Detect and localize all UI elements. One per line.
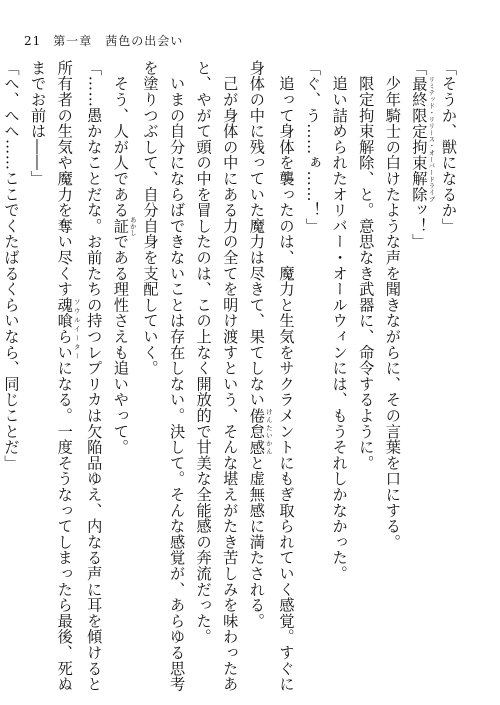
ruby-base: 証 (111, 216, 130, 236)
text-segment: と虚無感に満たされる。 (247, 455, 266, 629)
text-line (299, 60, 326, 680)
text-segment: 己が身体の中にある力の全てを明け渡すという、そんな堪えがたき苦しみを味わったあ (221, 60, 240, 692)
ruby-reading: リミテッド・リリース・オーバードライブ (427, 75, 436, 203)
text-line (273, 60, 300, 692)
ruby-annotated-word (247, 407, 273, 456)
text-line (435, 60, 462, 680)
ruby-base: 最終限定拘束解除 (410, 75, 429, 203)
ruby-base: 魂喰らい (55, 297, 74, 361)
ruby-annotated-word (111, 216, 137, 236)
text-segment: 限定拘束解除、と。意思なき武器に、命令するように。 (357, 60, 376, 471)
text-segment: と、やがて頭の中を冒したのは、この上なく開放的で甘美な全能感の奔流だった。 (194, 60, 213, 645)
text-line (163, 60, 190, 692)
text-segment: 「 (410, 60, 429, 76)
text-line (379, 60, 406, 680)
text-segment: までお前は――」 (29, 60, 48, 187)
body-text-column (0, 60, 462, 693)
text-line (25, 60, 52, 680)
text-segment: ッ！」 (410, 202, 429, 250)
text-line (243, 60, 273, 680)
text-line (0, 60, 25, 680)
text-line (406, 60, 436, 680)
text-segment: いまの自分にならばできないことは存在しない。決して。そんな感覚が、あらゆる思考 (168, 60, 187, 692)
ruby-reading: あかし (128, 216, 137, 236)
text-line (190, 60, 217, 680)
ruby-base: 倦怠感 (247, 407, 266, 456)
text-line (81, 60, 108, 692)
ruby-reading: ソウルイーター (72, 297, 81, 361)
text-segment: 「ぐ、う……ぁ……！」 (304, 60, 323, 234)
page-number: 21 (24, 34, 42, 48)
text-segment: 「そうか、獣になるか」 (440, 60, 458, 234)
text-line (326, 60, 353, 680)
ruby-annotated-word (410, 75, 436, 203)
text-segment: 「……愚かなことだな。お前たちの持つレプリカは欠陥品ゆえ、内なる声に耳を傾けると (85, 60, 104, 692)
text-segment: 追って身体を襲ったのは、魔力と生気をサクラメントにもぎ取られていく感覚。すぐに (277, 60, 296, 692)
text-line (51, 60, 81, 693)
text-segment: である理性さえも追いやって。 (111, 233, 130, 456)
text-segment: になる。一度そうなってしまったら最後、死ぬ (55, 360, 74, 693)
text-line (107, 60, 137, 680)
text-segment: 身体の中に残っていた魔力は尽きて、果てしない (247, 60, 266, 408)
text-line (217, 60, 244, 692)
text-segment: 所有者の生気や魔力を奪い尽くす (55, 60, 74, 297)
text-line (353, 60, 380, 680)
text-segment: 少年騎士の白けたような声を聞きながらに、その言葉を口にする。 (383, 60, 402, 550)
text-line (137, 60, 164, 680)
text-segment: 「へ、へへ……ここでくたばるくらいなら、同じことだ」 (2, 60, 21, 471)
ruby-reading: けんたいかん (264, 407, 273, 455)
chapter-title: 第一章 茜色の出会い (53, 34, 184, 48)
ruby-annotated-word (55, 297, 81, 361)
text-segment: そう、人が人である (111, 60, 130, 218)
text-segment: 追い詰められたオリバー・オールウィンには、もうそれしかなかった。 (330, 60, 349, 582)
text-segment: を塗りつぶして、自分自身を支配していく。 (141, 60, 160, 376)
running-header (24, 32, 183, 49)
